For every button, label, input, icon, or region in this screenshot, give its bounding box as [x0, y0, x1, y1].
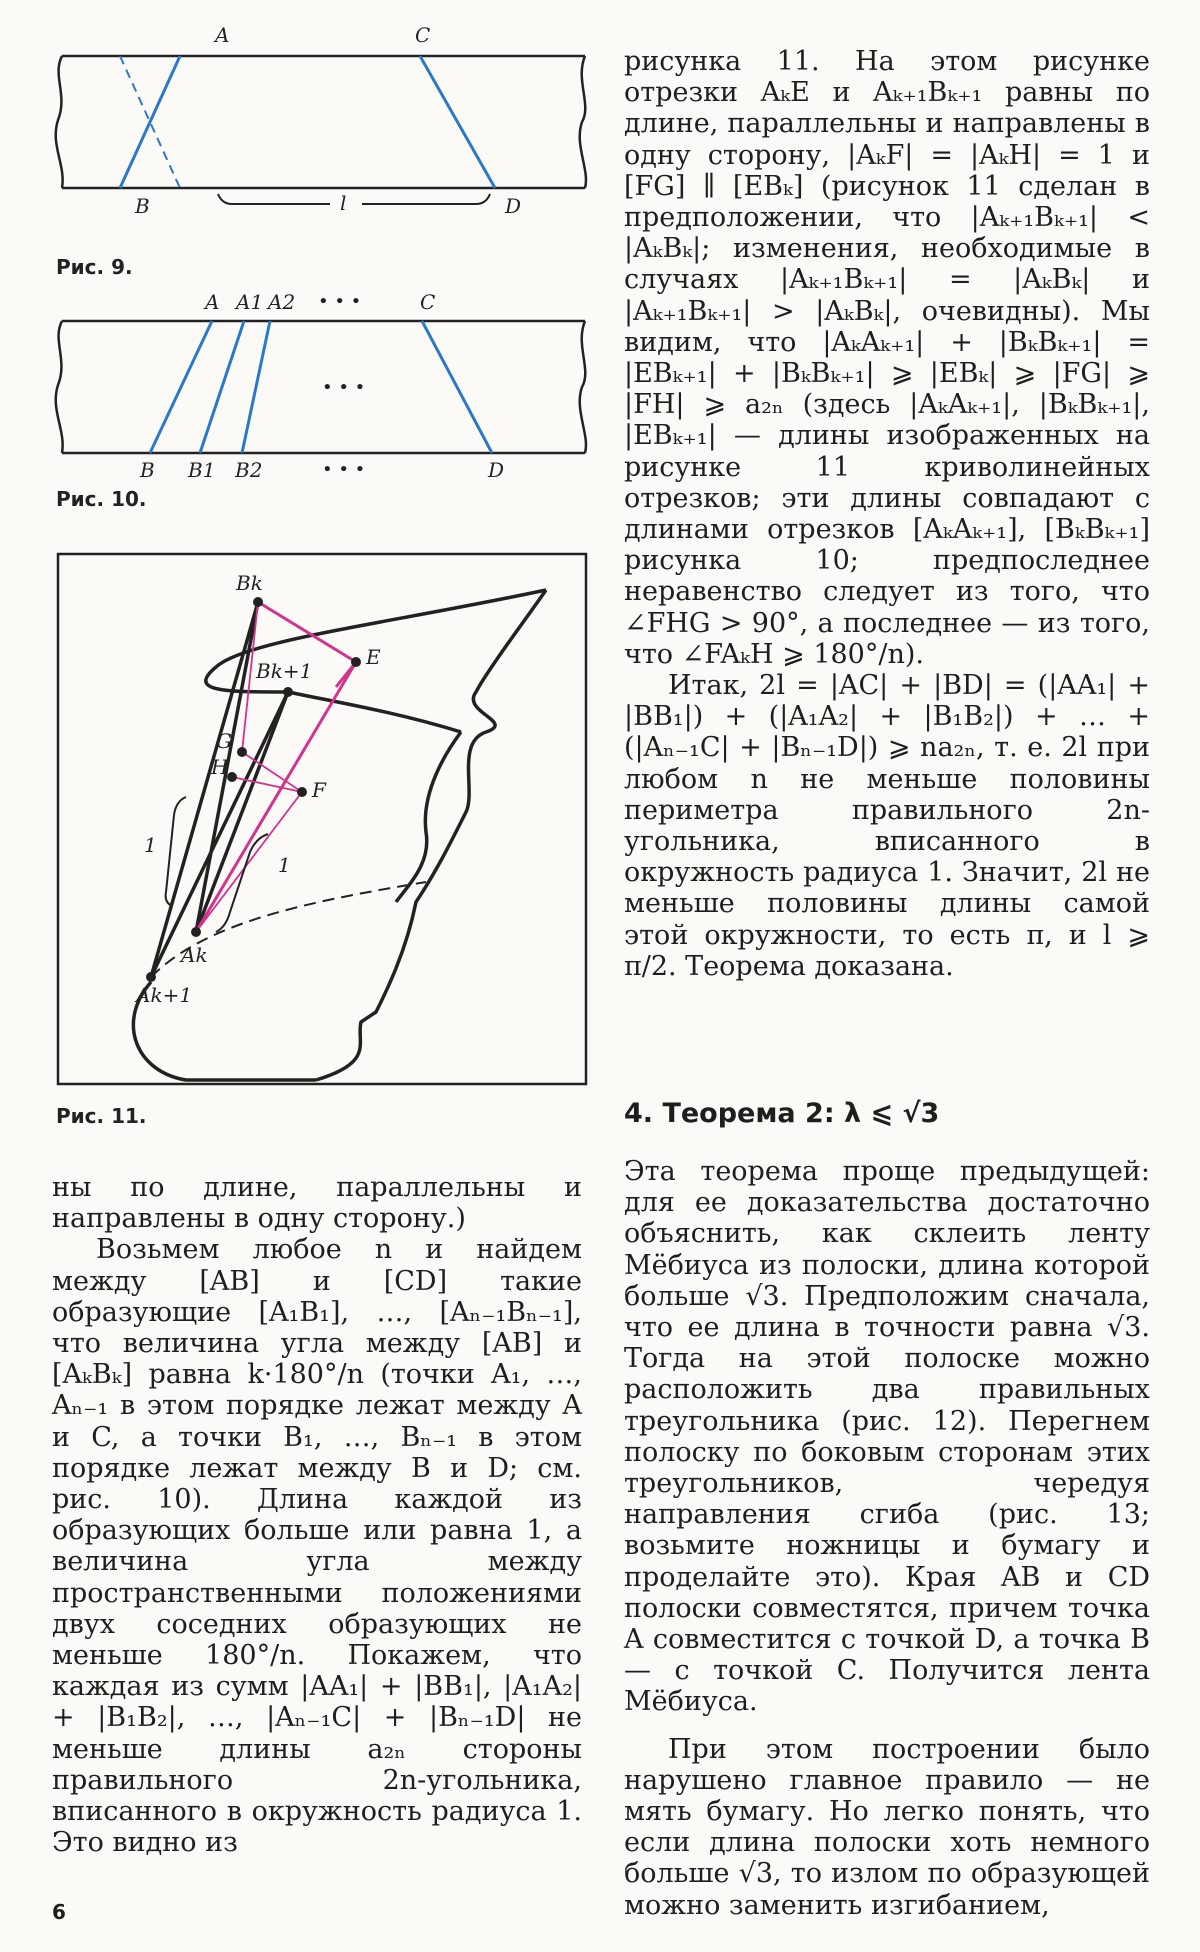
page-number: 6: [52, 1900, 66, 1924]
label-B1: B1: [188, 458, 216, 480]
paragraph: ны по длине, параллельны и направлены в одну сторону.): [52, 1172, 582, 1235]
dots-top: • • •: [318, 291, 362, 312]
generator-CD: [420, 56, 495, 188]
surface-edges: [133, 590, 546, 1080]
paragraph: Итак, 2l = |AC| + |BD| = (|AA₁| + |BB₁|) + (|A₁A₂| + |B₁B₂|) + … + (|Aₙ₋₁C| + |Bₙ₋₁D|) ⩾ na₂ₙ, т. е. 2l при любом n не меньше половины периметра правильного 2n-угольника, вписанного в окружность радиуса 1. Значит, 2l не меньше половины длины самой этой окружности, то есть π, и l ⩾ π/2. Теорема доказана.: [624, 670, 1150, 982]
generator-AB: [150, 321, 212, 453]
figure-11: [56, 552, 588, 1088]
figure-9: [40, 20, 600, 220]
paragraph: При этом построении было нарушено главное правило — не мять бумагу. Но легко понять, что если длина полоски хоть немного больше √3, то излом по образующей можно заменить изгибанием,: [624, 1733, 1150, 1921]
label-Ak1: Ak+1: [136, 983, 193, 1007]
label-F: F: [312, 778, 326, 802]
label-A: A: [215, 23, 230, 47]
right-column-top: [624, 46, 1150, 982]
figure-11-caption: Рис. 11.: [56, 1104, 147, 1128]
right-column-bottom: [624, 1156, 1150, 1921]
paragraph: Возьмем любое n и найдем между [AB] и [CD] такие образующие [A₁B₁], …, [Aₙ₋₁Bₙ₋₁], что величина угла между [AB] и [AₖBₖ] равна k·180°/n (точки A₁, …, Aₙ₋₁ в этом порядке лежат между A и C, а точки B₁, …, Bₙ₋₁ в этом порядке лежат между B и D; см. рис. 10). Длина каждой из образующих больше или равна 1, а величина угла между пространственными положениями двух соседних образующих не меньше 180°/n. Покажем, что каждая из сумм |AA₁| + |BB₁|, |A₁A₂| + |B₁B₂|, …, |Aₙ₋₁C| + |Bₙ₋₁D| не меньше длины a₂ₙ стороны правильного 2n-угольника, вписанного в окружность радиуса 1. Это видно из: [52, 1234, 582, 1859]
paragraph: рисунка 11. На этом рисунке отрезки AₖE и Aₖ₊₁Bₖ₊₁ равны по длине, параллельны и направлены в одну сторону, |AₖF| = |AₖH| = 1 и [FG] ∥ [EBₖ] (рисунок 11 сделан в предположении, что |Aₖ₊₁Bₖ₊₁| < |AₖBₖ|; изменения, необходимые в случаях |Aₖ₊₁Bₖ₊₁| = |AₖBₖ| и |Aₖ₊₁Bₖ₊₁| > |AₖBₖ|, очевидны). Мы видим, что |AₖAₖ₊₁| + |BₖBₖ₊₁| = |EBₖ₊₁| + |BₖBₖ₊₁| ⩾ |EBₖ| ⩾ |FG| ⩾ |FH| ⩾ a₂ₙ (здесь |AₖAₖ₊₁|, |BₖBₖ₊₁|, |EBₖ₊₁| — длины изображенных на рисунке 11 криволинейных отрезков; эти длины совпадают с длинами отрезков [AₖAₖ₊₁], [BₖBₖ₊₁] рисунка 10; предпоследнее неравенство следует из того, что ∠FHG > 90°, а последнее — из того, что ∠FAₖH ⩾ 180°/n).: [624, 46, 1150, 670]
label-A1: A1: [236, 290, 264, 314]
label-Bk1: Bk+1: [256, 659, 313, 683]
label-Bk: Bk: [236, 571, 263, 595]
dots-middle: • • •: [322, 377, 366, 398]
generator-CD: [422, 321, 492, 453]
left-column: [52, 1172, 582, 1858]
figure-10-caption: Рис. 10.: [56, 487, 147, 511]
label-D: D: [488, 458, 505, 480]
length-brace-l: [218, 194, 490, 204]
label-C: C: [420, 290, 436, 314]
figure-10: [40, 285, 600, 480]
label-A: A: [205, 290, 220, 314]
label-E: E: [366, 645, 381, 669]
label-G: G: [216, 729, 232, 753]
label-D: D: [505, 194, 522, 218]
label-B2: B2: [235, 458, 263, 480]
dots-bottom: • • •: [322, 459, 366, 480]
label-l: l: [340, 191, 347, 215]
generator-A1B1: [200, 321, 244, 453]
paragraph: Эта теорема проще предыдущей: для ее доказательства достаточно объяснить, как склеить ленту Мёбиуса из полоски, длина которой больше √3. Предположим сначала, что ее длина в точности равна √3. Тогда на этой полоске можно расположить два правильных треугольника (рис. 12). Перегнем полоску по боковым сторонам этих треугольников, чередуя направления сгиба (рис. 13; возьмите ножницы и бумагу и проделайте это). Края AB и CD полоски совместятся, причем точка A совместится с точкой D, а точка B — с точкой C. Получится лента Мёбиуса.: [624, 1156, 1150, 1718]
label-Ak: Ak: [181, 943, 208, 967]
label-one-left: 1: [144, 833, 157, 857]
strip-outline: [56, 321, 586, 453]
label-B: B: [135, 194, 150, 218]
figure-9-caption: Рис. 9.: [56, 255, 133, 279]
label-C: C: [415, 23, 431, 47]
generator-A2B2: [242, 321, 270, 453]
label-B: B: [140, 458, 155, 480]
label-A2: A2: [268, 290, 296, 314]
strip-outline: [56, 56, 586, 188]
label-one-right: 1: [278, 853, 291, 877]
section-heading: 4. Теорема 2: λ ⩽ √3: [624, 1098, 940, 1129]
label-H: H: [211, 755, 229, 779]
